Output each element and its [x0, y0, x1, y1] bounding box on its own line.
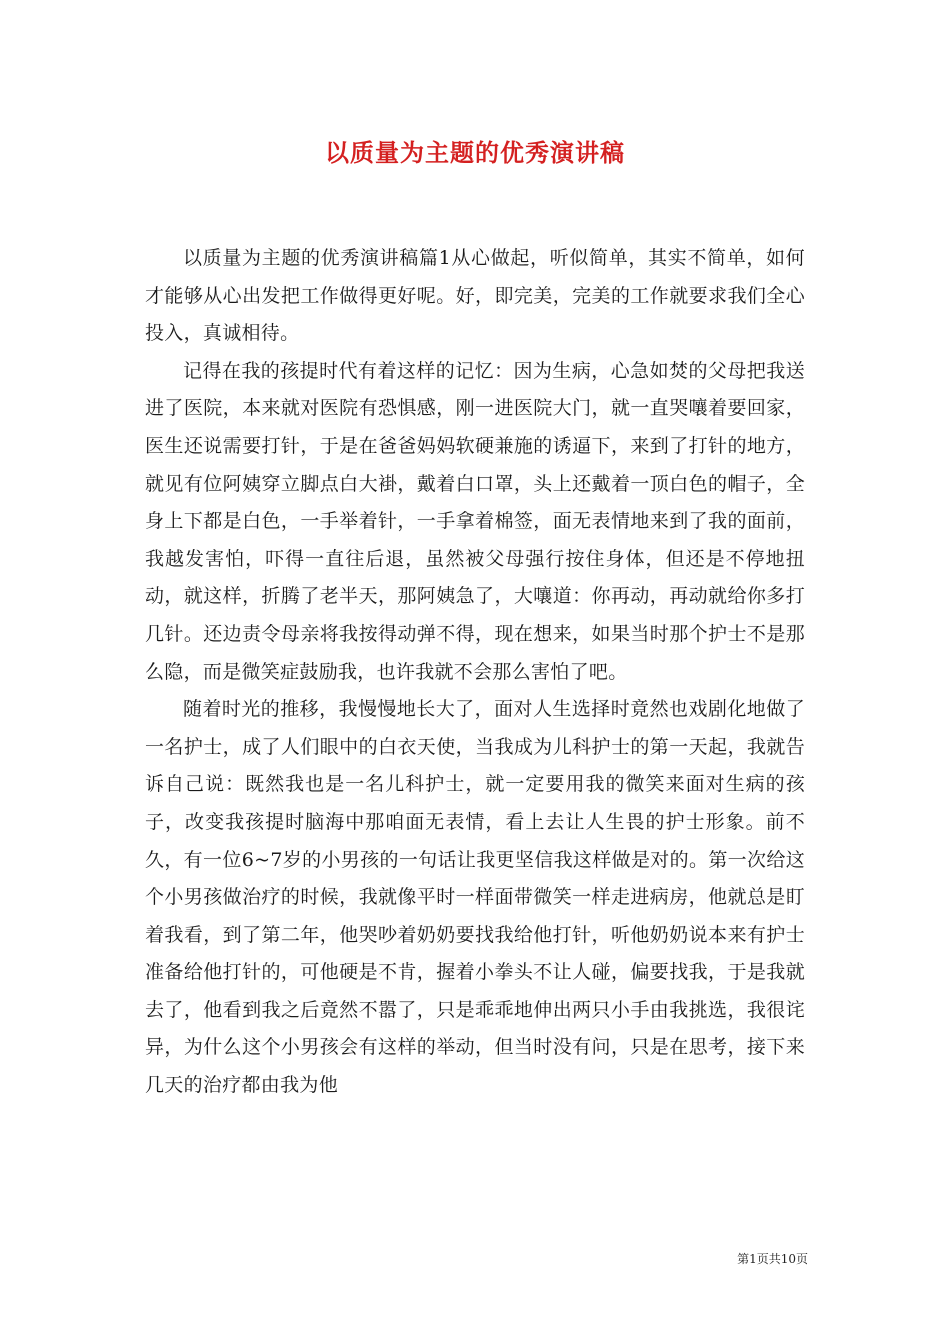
- paragraph: 记得在我的孩提时代有着这样的记忆：因为生病，心急如焚的父母把我送进了医院，本来就对医院有恐惧感，刚一进医院大门，就一直哭嚷着要回家，医生还说需要打针，于是在爸爸妈妈软硬兼施的诱逼下，来到了打针的地方，就见有位阿姨穿立脚点白大褂，戴着白口罩，头上还戴着一顶白色的帽子，全身上下都是白色，一手举着针，一手拿着棉签，面无表情地来到了我的面前，我越发害怕，吓得一直往后退，虽然被父母强行按住身体，但还是不停地扭动，就这样，折腾了老半天，那阿姨急了，大嚷道：你再动，再动就给你多打几针。还边责令母亲将我按得动弹不得，现在想来，如果当时那个护士不是那么隐，而是微笑症鼓励我，也许我就不会那么害怕了吧。: [145, 359, 805, 683]
- page-number: 第1页共10页: [737, 1252, 808, 1266]
- paragraph: 以质量为主题的优秀演讲稿篇1从心做起，听似简单，其实不简单，如何才能够从心出发把工作做得更好呢。好，即完美，完美的工作就要求我们全心投入，真诚相待。: [145, 247, 805, 345]
- document-title: 以质量为主题的优秀演讲稿: [325, 138, 625, 167]
- paragraph: 随着时光的推移，我慢慢地长大了，面对人生选择时竟然也戏剧化地做了一名护士，成了人们眼中的白衣天使，当我成为儿科护士的第一天起，我就告诉自己说：既然我也是一名儿科护士，就一定要用我的微笑来面对生病的孩子，改变我孩提时脑海中那咱面无表情，看上去让人生畏的护士形象。前不久，有一位6~7岁的小男孩的一句话让我更坚信我这样做是对的。第一次给这个小男孩做治疗的时候，我就像平时一样面带微笑一样走进病房，他就总是盯着我看，到了第二年，他哭吵着奶奶要找我给他打针，听他奶奶说本来有护士准备给他打针的，可他硬是不肯，握着小拳头不让人碰，偏要找我，于是我就去了，他看到我之后竟然不嚣了，只是乖乖地伸出两只小手由我挑选，我很诧异，为什么这个小男孩会有这样的举动，但当时没有问，只是在思考，接下来几天的治疗都由我为他: [145, 698, 805, 1097]
- document-body: [145, 240, 805, 1105]
